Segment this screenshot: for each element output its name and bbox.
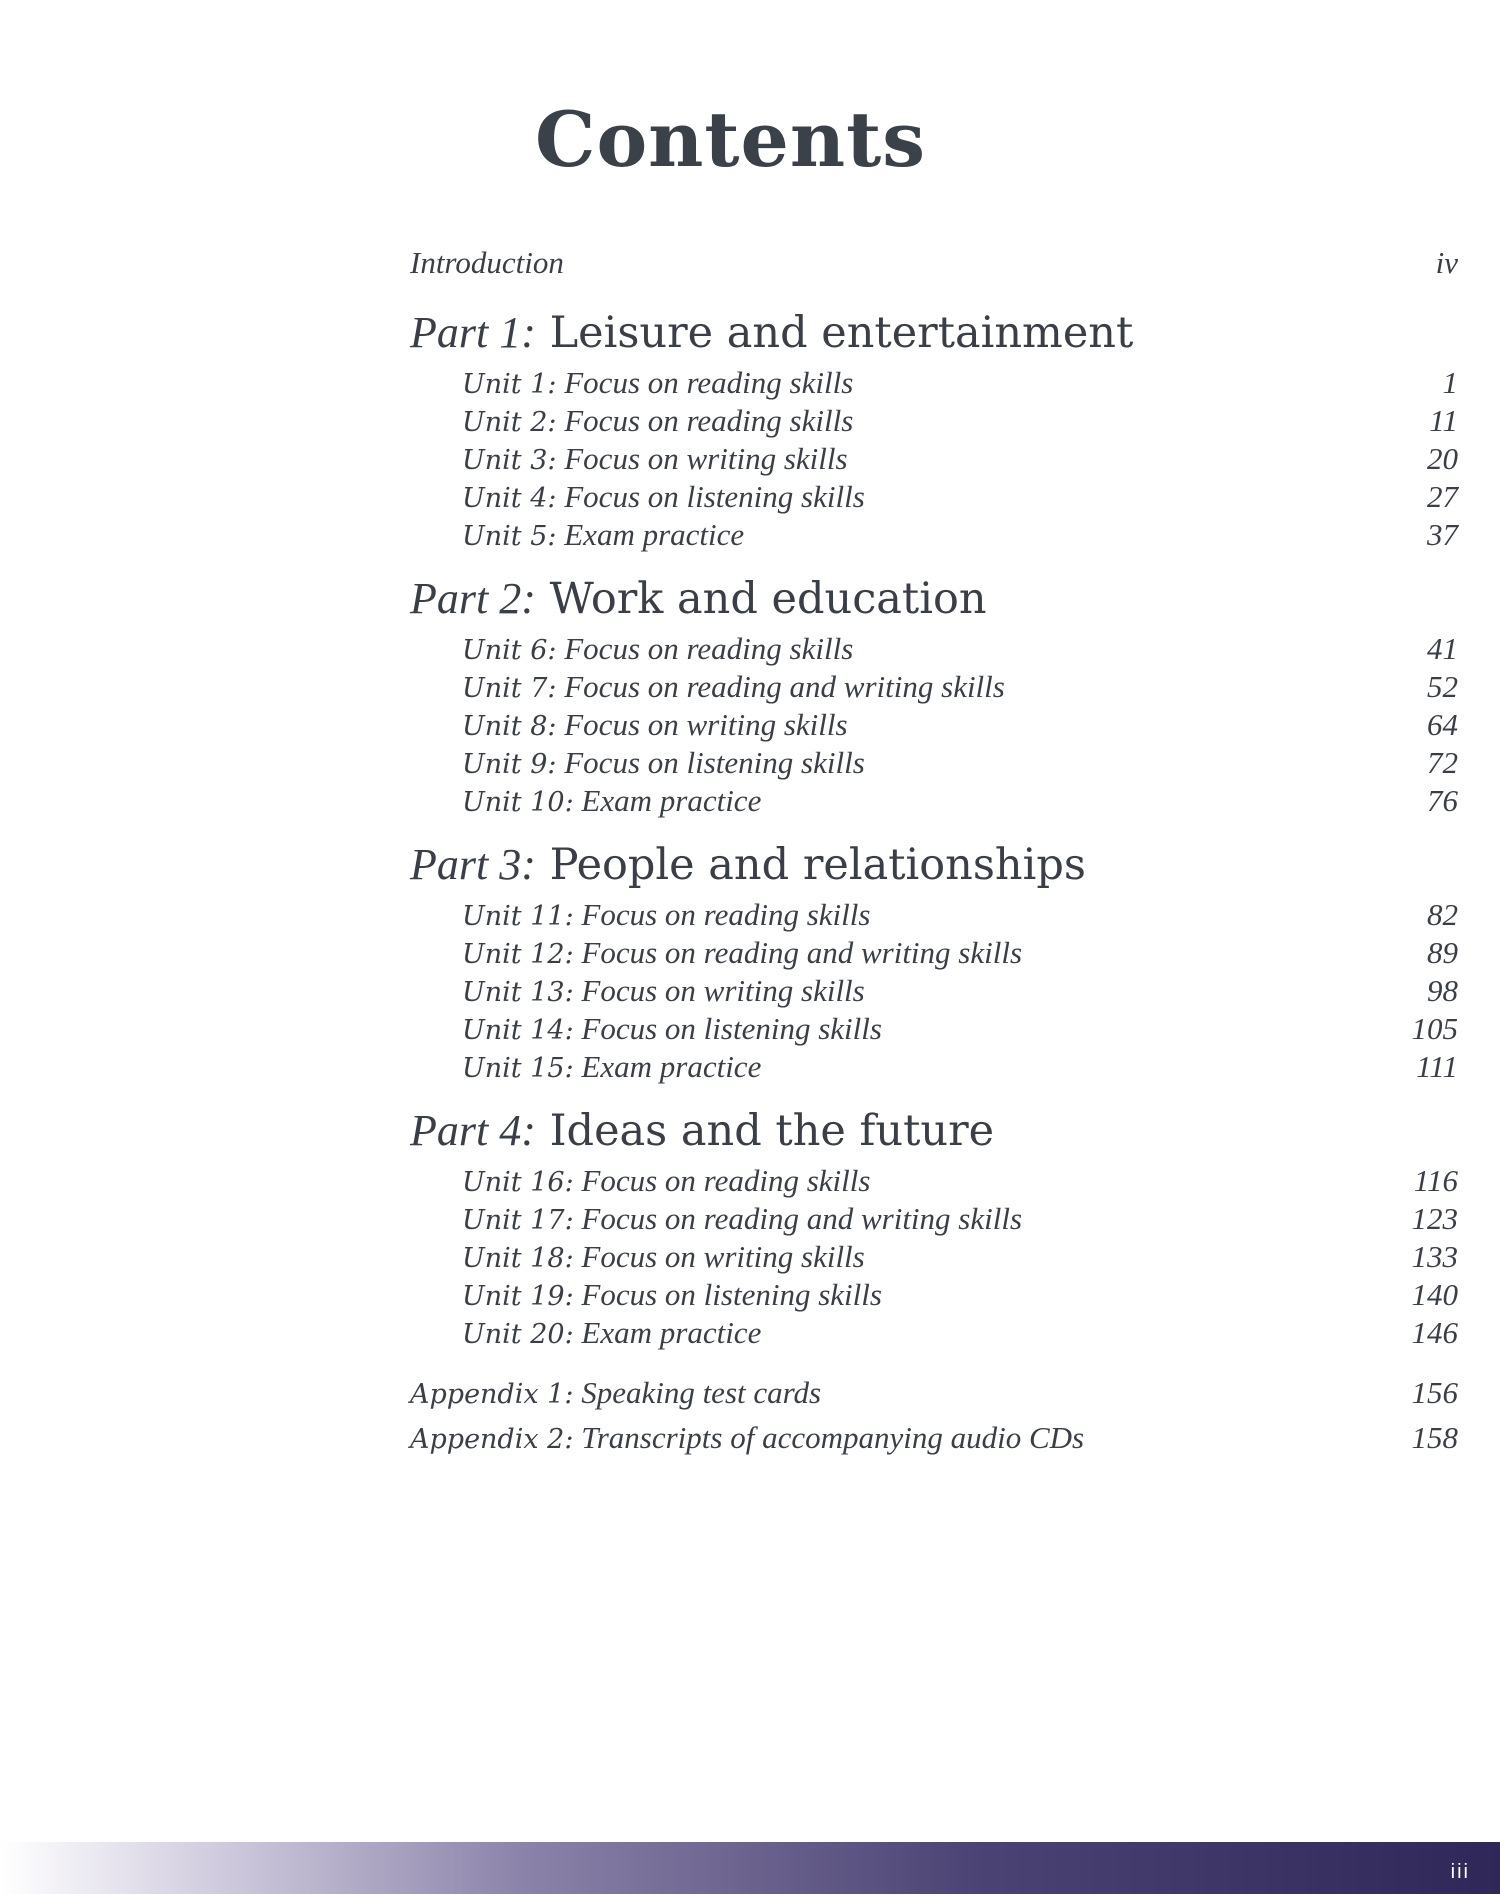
toc-entry-unit[interactable] xyxy=(410,1163,1458,1201)
toc-entry-unit[interactable] xyxy=(410,1277,1458,1315)
unit-title: Exam practice xyxy=(581,783,762,818)
toc-entry-introduction[interactable] xyxy=(410,245,1458,303)
part-heading xyxy=(410,1105,1458,1163)
footer-band xyxy=(0,1842,1500,1894)
unit-label: Unit 5: xyxy=(462,521,557,552)
unit-label: Unit 13: xyxy=(462,977,574,1008)
unit-title: Focus on listening skills xyxy=(581,1277,882,1312)
toc-entry-unit[interactable] xyxy=(410,1049,1458,1087)
appendix-title: Speaking test cards xyxy=(581,1375,822,1410)
entry-page-number: 82 xyxy=(1427,897,1458,932)
unit-title: Exam practice xyxy=(581,1049,762,1084)
entry-page-number: 64 xyxy=(1427,707,1458,742)
unit-title: Focus on reading skills xyxy=(581,1163,871,1198)
toc-entry-appendix[interactable] xyxy=(410,1375,1458,1420)
unit-title: Focus on writing skills xyxy=(564,707,848,742)
entry-page-number: 1 xyxy=(1442,365,1458,400)
entry-page-number: 123 xyxy=(1411,1201,1458,1236)
entry-page-number: iv xyxy=(1435,245,1458,280)
unit-title: Focus on listening skills xyxy=(581,1011,882,1046)
entry-page-number: 133 xyxy=(1411,1239,1458,1274)
entry-label: Introduction xyxy=(410,245,564,280)
toc-entry-unit[interactable] xyxy=(410,403,1458,441)
unit-title: Focus on listening skills xyxy=(564,745,865,780)
spacer xyxy=(410,555,1458,569)
part-heading-text xyxy=(410,307,1133,358)
part-heading xyxy=(410,307,1458,365)
toc-entry-unit[interactable] xyxy=(410,517,1458,555)
page-title: Contents xyxy=(535,95,927,184)
unit-title: Focus on reading and writing skills xyxy=(581,1201,1023,1236)
unit-label: Unit 16: xyxy=(462,1167,574,1198)
toc-entry-unit[interactable] xyxy=(410,1201,1458,1239)
page-number: iii xyxy=(1450,1861,1470,1883)
unit-label: Unit 2: xyxy=(462,407,557,438)
toc-entry-appendix[interactable] xyxy=(410,1420,1458,1465)
entry-page-number: 72 xyxy=(1427,745,1458,780)
unit-label: Unit 8: xyxy=(462,711,557,742)
spacer xyxy=(410,1353,1458,1375)
unit-label: Unit 11: xyxy=(462,901,574,932)
unit-title: Exam practice xyxy=(581,1315,762,1350)
part-heading xyxy=(410,839,1458,897)
entry-page-number: 98 xyxy=(1427,973,1458,1008)
table-of-contents xyxy=(410,245,1458,1465)
toc-entry-unit[interactable] xyxy=(410,897,1458,935)
appendix-title: Transcripts of accompanying audio CDs xyxy=(581,1420,1085,1455)
unit-label: Unit 17: xyxy=(462,1205,574,1236)
entry-page-number: 140 xyxy=(1411,1277,1458,1312)
unit-title: Focus on writing skills xyxy=(564,441,848,476)
unit-label: Unit 18: xyxy=(462,1243,574,1274)
appendix-label: Appendix 2: xyxy=(410,1424,574,1455)
toc-entry-unit[interactable] xyxy=(410,1315,1458,1353)
entry-page-number: 158 xyxy=(1411,1420,1458,1455)
entry-page-number: 41 xyxy=(1427,631,1458,666)
part-number: Part 2: xyxy=(410,574,536,623)
unit-title: Focus on reading skills xyxy=(564,631,854,666)
entry-page-number: 76 xyxy=(1427,783,1458,818)
part-title: Work and education xyxy=(549,574,987,624)
unit-title: Focus on reading and writing skills xyxy=(581,935,1023,970)
toc-entry-unit[interactable] xyxy=(410,441,1458,479)
appendix-label: Appendix 1: xyxy=(410,1379,574,1410)
entry-page-number: 11 xyxy=(1429,403,1458,438)
spacer xyxy=(410,1087,1458,1101)
part-heading-text xyxy=(410,839,1086,890)
entry-page-number: 111 xyxy=(1416,1049,1458,1084)
entry-page-number: 52 xyxy=(1427,669,1458,704)
entry-page-number: 146 xyxy=(1411,1315,1458,1350)
toc-entry-unit[interactable] xyxy=(410,669,1458,707)
unit-title: Focus on reading skills xyxy=(564,365,854,400)
part-heading xyxy=(410,573,1458,631)
unit-label: Unit 20: xyxy=(462,1319,574,1350)
unit-label: Unit 14: xyxy=(462,1015,574,1046)
entry-page-number: 37 xyxy=(1427,517,1458,552)
part-title: Leisure and entertainment xyxy=(549,308,1134,358)
toc-entry-unit[interactable] xyxy=(410,1239,1458,1277)
unit-label: Unit 15: xyxy=(462,1053,574,1084)
part-title: People and relationships xyxy=(549,840,1086,890)
toc-entry-unit[interactable] xyxy=(410,935,1458,973)
toc-entry-unit[interactable] xyxy=(410,973,1458,1011)
unit-label: Unit 6: xyxy=(462,635,557,666)
toc-entry-unit[interactable] xyxy=(410,479,1458,517)
unit-label: Unit 3: xyxy=(462,445,557,476)
unit-title: Exam practice xyxy=(564,517,745,552)
part-number: Part 3: xyxy=(410,840,536,889)
toc-entry-unit[interactable] xyxy=(410,631,1458,669)
entry-page-number: 156 xyxy=(1411,1375,1458,1410)
unit-label: Unit 4: xyxy=(462,483,557,514)
part-heading-text xyxy=(410,1105,994,1156)
spacer xyxy=(410,821,1458,835)
toc-entry-unit[interactable] xyxy=(410,1011,1458,1049)
part-heading-text xyxy=(410,573,987,624)
unit-title: Focus on listening skills xyxy=(564,479,865,514)
entry-page-number: 20 xyxy=(1427,441,1458,476)
unit-title: Focus on writing skills xyxy=(581,973,865,1008)
entry-page-number: 27 xyxy=(1427,479,1458,514)
unit-label: Unit 12: xyxy=(462,939,574,970)
entry-page-number: 89 xyxy=(1427,935,1458,970)
part-number: Part 4: xyxy=(410,1106,536,1155)
unit-title: Focus on reading skills xyxy=(581,897,871,932)
toc-entry-unit[interactable] xyxy=(410,365,1458,403)
toc-entry-unit[interactable] xyxy=(410,745,1458,783)
part-number: Part 1: xyxy=(410,308,536,357)
toc-entry-unit[interactable] xyxy=(410,707,1458,745)
unit-label: Unit 7: xyxy=(462,673,557,704)
entry-page-number: 116 xyxy=(1413,1163,1458,1198)
unit-label: Unit 19: xyxy=(462,1281,574,1312)
unit-label: Unit 10: xyxy=(462,787,574,818)
toc-entry-unit[interactable] xyxy=(410,783,1458,821)
unit-title: Focus on reading skills xyxy=(564,403,854,438)
unit-title: Focus on writing skills xyxy=(581,1239,865,1274)
unit-title: Focus on reading and writing skills xyxy=(564,669,1005,704)
unit-label: Unit 1: xyxy=(462,369,557,400)
entry-page-number: 105 xyxy=(1411,1011,1458,1046)
part-title: Ideas and the future xyxy=(549,1106,995,1156)
unit-label: Unit 9: xyxy=(462,749,557,780)
